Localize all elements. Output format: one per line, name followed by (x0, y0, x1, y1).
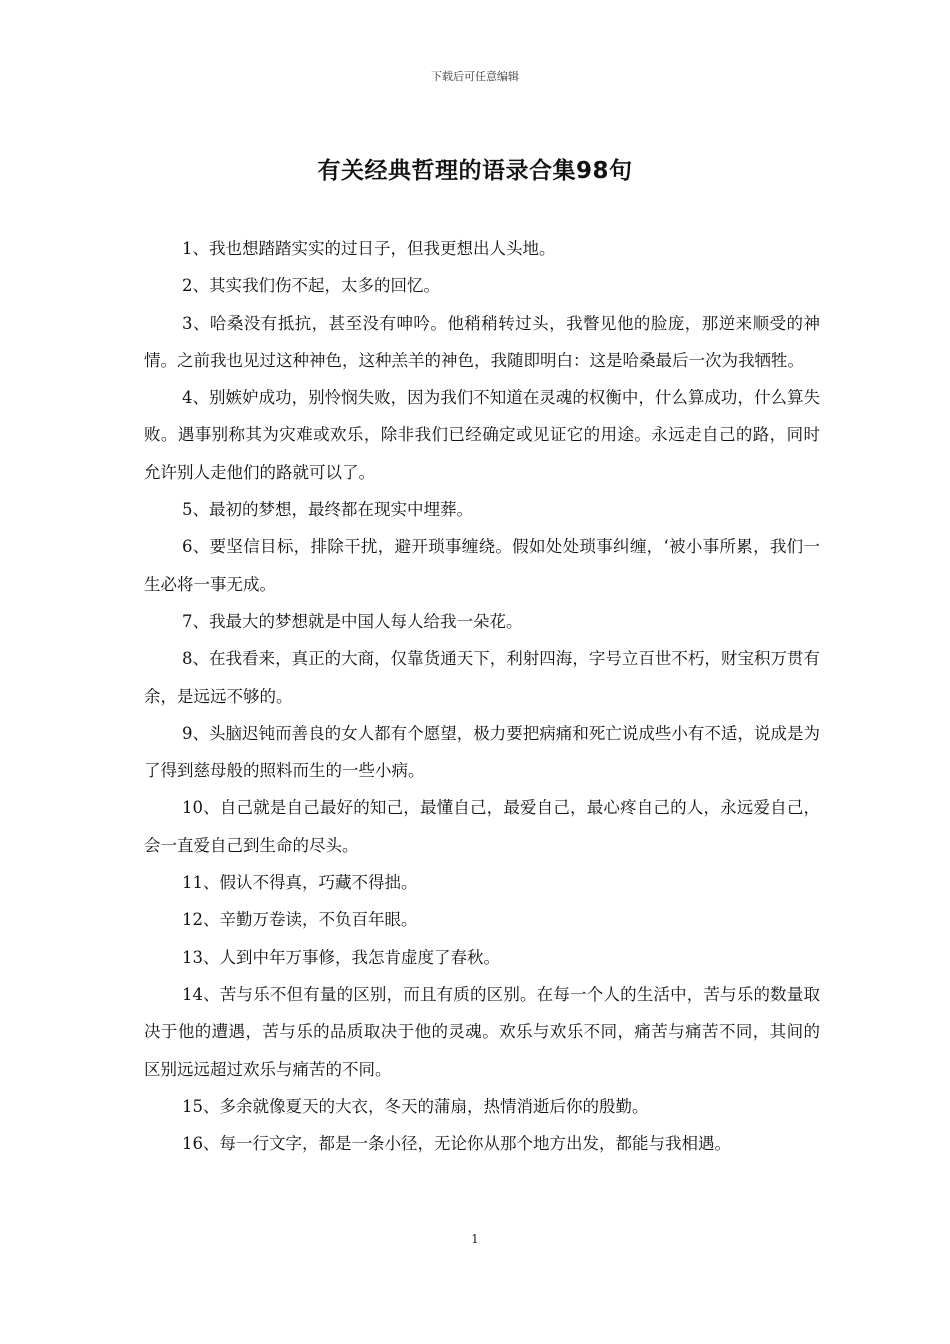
quote-paragraph-11: 11、假认不得真，巧藏不得拙。 (182, 873, 418, 893)
quote-paragraph-8: 8、在我看来，真正的大商，仅靠货通天下，利射四海，字号立百世不朽，财宝积万贯有余，是远远不够的。 (144, 649, 820, 706)
document-title: 有关经典哲理的语录合集98句 (317, 158, 633, 184)
quote-paragraph-2: 2、其实我们伤不起，太多的回忆。 (182, 276, 440, 296)
quote-paragraph-3: 3、哈桑没有抵抗，甚至没有呻吟。他稍稍转过头，我瞥见他的脸庞，那逆来顺受的神情。之前我也见过这种神色，这种羔羊的神色，我随即明白：这是哈桑最后一次为我牺牲。 (144, 313, 820, 370)
quote-paragraph-16: 16、每一行文字，都是一条小径，无论你从那个地方出发，都能与我相遇。 (182, 1134, 731, 1154)
quote-paragraph-10: 10、自己就是自己最好的知己，最懂自己，最爱自己，最心疼自己的人，永远爱自己，会一直爱自己到生命的尽头。 (144, 798, 820, 855)
page-number: 1 (471, 1232, 479, 1246)
quote-paragraph-1: 1、我也想踏踏实实的过日子，但我更想出人头地。 (182, 239, 556, 258)
quote-paragraph-6: 6、要坚信目标，排除干扰，避开琐事缠绕。假如处处琐事纠缠，‘被小事所累，我们一生必将一事无成。 (144, 537, 820, 594)
quote-paragraph-7: 7、我最大的梦想就是中国人每人给我一朵花。 (182, 611, 523, 631)
quote-paragraph-5: 5、最初的梦想，最终都在现实中埋葬。 (182, 500, 473, 520)
quote-paragraph-13: 13、人到中年万事修，我怎肯虚度了春秋。 (182, 947, 500, 967)
quote-paragraph-15: 15、多余就像夏天的大衣，冬天的蒲扇，热情消逝后你的殷勤。 (182, 1096, 649, 1116)
quote-paragraph-14: 14、苦与乐不但有量的区别，而且有质的区别。在每一个人的生活中，苦与乐的数量取决于他的遭遇，苦与乐的品质取决于他的灵魂。欢乐与欢乐不同，痛苦与痛苦不同，其间的区别远远超过欢乐与痛苦的不同。 (144, 984, 820, 1079)
quote-paragraph-4: 4、别嫉妒成功，别怜悯失败，因为我们不知道在灵魂的权衡中，什么算成功，什么算失败。遇事别称其为灾难或欢乐，除非我们已经确定或见证它的用途。永远走自己的路，同时允许别人走他们的路就可以了。 (144, 388, 820, 482)
quote-paragraph-9: 9、头脑迟钝而善良的女人都有个愿望，极力要把病痛和死亡说成些小有不适，说成是为了得到慈母般的照料而生的一些小病。 (144, 723, 820, 781)
header-note: 下载后可任意编辑 (431, 70, 519, 83)
quote-paragraph-12: 12、辛勤万卷读，不负百年眼。 (182, 910, 418, 930)
document-body (144, 230, 820, 1162)
